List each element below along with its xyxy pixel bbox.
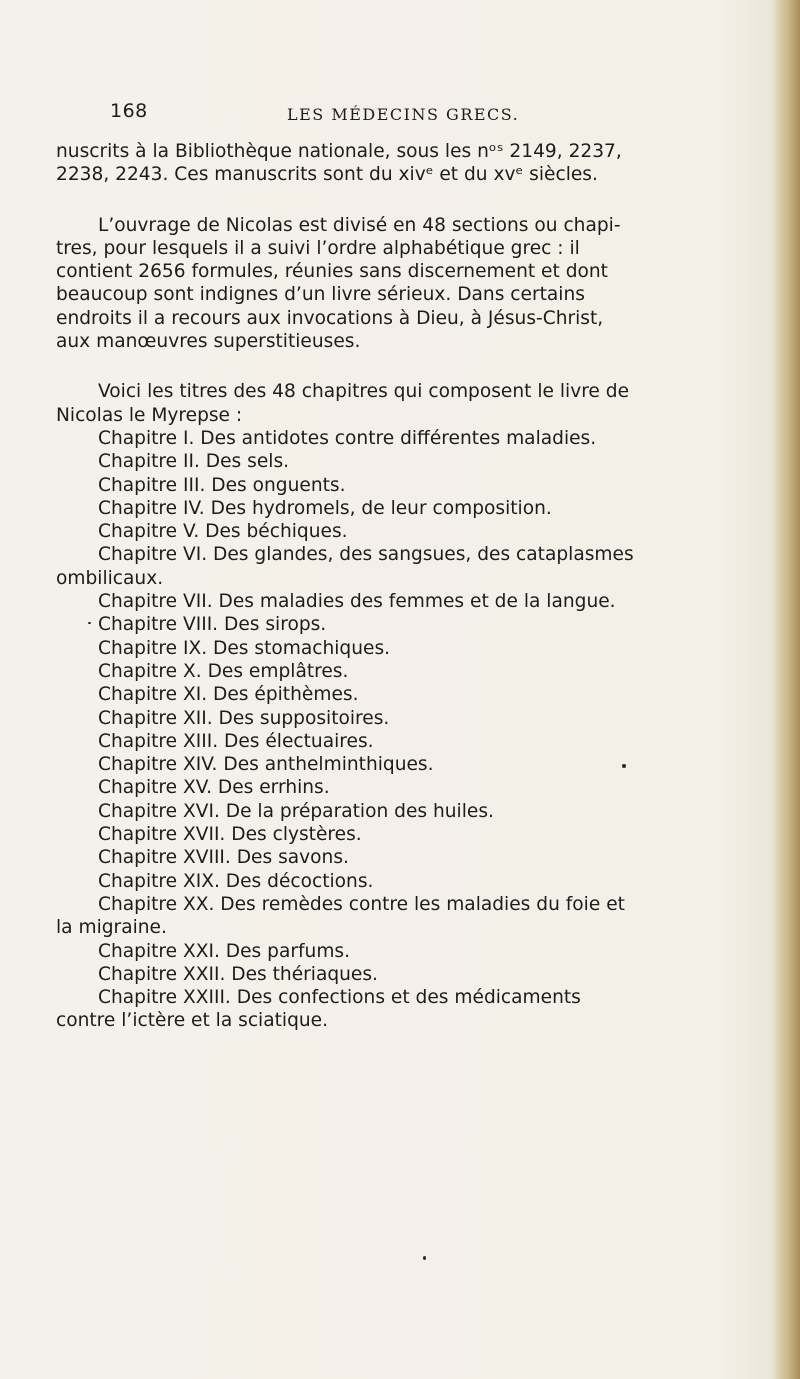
chapter-line: Chapitre I. Des antidotes contre différentes maladies. [98, 427, 597, 449]
chapter-line: Chapitre X. Des emplâtres. [98, 660, 349, 682]
page-header [110, 100, 710, 130]
page-body [56, 140, 716, 1033]
chapter-line: Chapitre XII. Des suppositoires. [98, 707, 390, 729]
paragraph-start-line: Voici les titres des 48 chapitres qui composent le livre de [98, 381, 630, 403]
chapter-line: Chapitre XIII. Des électuaires. [98, 730, 374, 752]
ink-speck [423, 1256, 426, 1260]
page-number: 168 [110, 100, 148, 122]
chapter-line: Chapitre VI. Des glandes, des sangsues, des cataplasmes [98, 544, 634, 566]
chapter-line: Chapitre VII. Des maladies des femmes et de la langue. [98, 591, 616, 613]
chapter-line: Chapitre XVII. Des clystères. [98, 824, 362, 846]
chapter-line: Chapitre II. Des sels. [98, 451, 290, 473]
chapter-continuation: la migraine. [56, 917, 167, 939]
text-line: contient 2656 formules, réunies sans discernement et dont [56, 261, 608, 283]
text-line: aux manœuvres superstitieuses. [56, 331, 361, 353]
chapter-line: Chapitre XIV. Des anthelminthiques. [98, 754, 434, 776]
chapter-line: Chapitre XVIII. Des savons. [98, 847, 349, 869]
chapter-line: Chapitre III. Des onguents. [98, 474, 346, 496]
chapter-line: Chapitre XIX. Des décoctions. [98, 870, 374, 892]
chapter-line: Chapitre V. Des béchiques. [98, 521, 348, 543]
chapter-line: Chapitre IV. Des hydromels, de leur composition. [98, 497, 552, 519]
text-line: 2238, 2243. Ces manuscrits sont du xivᵉ et du xvᵉ siècles. [56, 164, 598, 186]
chapter-line: Chapitre XXI. Des parfums. [98, 940, 351, 962]
paragraph-start-line: L’ouvrage de Nicolas est divisé en 48 sections ou chapi- [98, 214, 621, 236]
chapter-line: Chapitre XI. Des épithèmes. [98, 684, 359, 706]
chapter-line: Chapitre XX. Des remèdes contre les maladies du foie et [98, 893, 625, 915]
chapter-line: Chapitre XV. Des errhins. [98, 777, 330, 799]
chapter-line: Chapitre VIII. Des sirops. [98, 614, 327, 636]
text-line: nuscrits à la Bibliothèque nationale, sous les nᵒˢ 2149, 2237, [56, 141, 622, 162]
ink-speck [622, 764, 626, 768]
chapter-line: Chapitre XVI. De la préparation des huiles. [98, 800, 494, 822]
chapter-continuation: contre l’ictère et la sciatique. [56, 1010, 329, 1032]
text-line: Nicolas le Myrepse : [56, 404, 243, 426]
text-line: tres, pour lesquels il a suivi l’ordre alphabétique grec : il [56, 237, 580, 259]
ink-speck [88, 622, 91, 624]
chapter-line: Chapitre IX. Des stomachiques. [98, 637, 391, 659]
chapter-continuation: ombilicaux. [56, 567, 164, 589]
text-line: endroits il a recours aux invocations à Dieu, à Jésus-Christ, [56, 307, 604, 329]
text-line: beaucoup sont indignes d’un livre sérieux. Dans certains [56, 284, 585, 306]
running-title: LES MÉDECINS GRECS. [287, 105, 520, 124]
page-edge-shadow [772, 0, 800, 1379]
chapter-line: Chapitre XXII. Des thériaques. [98, 963, 378, 985]
chapter-line: Chapitre XXIII. Des confections et des médicaments [98, 987, 581, 1009]
